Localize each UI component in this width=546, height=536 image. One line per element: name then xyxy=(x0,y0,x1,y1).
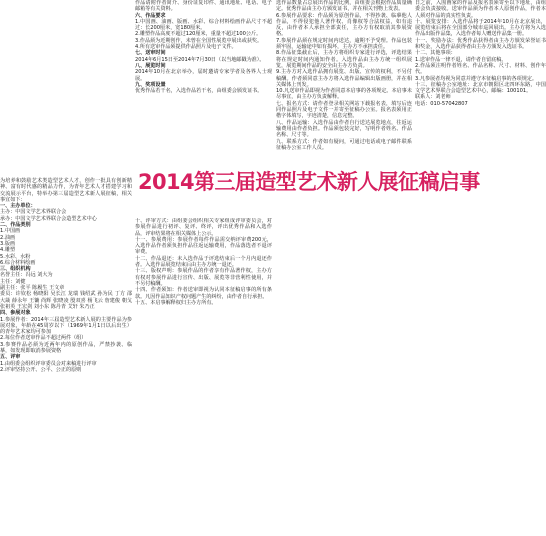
section-heading: 八、展览时间 xyxy=(135,62,166,69)
paragraph: 1.中国画、油画、版画、水彩、综合材料绘画作品尺寸不超过：长200厘米，宽180厘米。 xyxy=(135,18,272,32)
paragraph: 十、展览安排：入选作品将于2014年10月在北京展出，展览结束后将在全国部分城市巡回展出。主办方将为入选作品出版作品集，入选作者每人赠送作品集一册。 xyxy=(415,18,546,38)
section-heading: 三、组织机构 xyxy=(0,266,31,273)
paragraph: 主办：中国文学艺术界联合会 xyxy=(0,209,67,216)
paragraph: 4.所有送审作品须提供作品照片及电子文件。 xyxy=(135,44,237,51)
paragraph: 1.中国画 xyxy=(0,228,21,235)
paragraph: 1.送审作品一律不退，请作者自留底稿。 xyxy=(415,56,507,63)
paragraph: 承办：中国文学艺术界联合会造型艺术中心 xyxy=(0,215,97,222)
paragraph: 5.水彩、水粉 xyxy=(0,253,31,260)
paragraph: 7.参展作品须在规定时间内送达，逾期不予受理。作品包装须牢固，运输途中如有损坏，主办方不承担责任。 xyxy=(276,37,412,51)
section-heading: 九、奖项设置 xyxy=(135,81,166,88)
article-column-4 xyxy=(415,0,546,536)
article-column-3 xyxy=(276,0,412,536)
paragraph: 电话：010-57042807 xyxy=(415,100,468,107)
article-column-1 xyxy=(0,0,132,536)
paragraph: 名誉主任：冯远 刘大为 xyxy=(0,272,53,279)
article-column-2-top xyxy=(135,0,272,150)
paragraph: 10.凡送审作品即视为作者同意本启事的各项规定。本启事未尽事宜，由主办方负责解释。 xyxy=(276,88,412,101)
paragraph: 6.综合材料绘画 xyxy=(0,259,36,266)
paragraph: 七、报名方式：请作者登录相关网站下载报名表，填写后连同作品照片及电子文件一并寄至征稿办公室。报名表须用正楷字体填写，字迹清楚，信息完整。 xyxy=(276,100,412,120)
paragraph: 十、评审方式：由组委会组织相关专家组成评审委员会，对参展作品进行初评、复评、终评，评出优秀作品和入选作品，评审结果将在相关媒体上公示。 xyxy=(135,218,272,237)
paragraph: 十三、征稿办公室地址：北京市朝阳区北四环东路，中国文学艺术界联合会造型艺术中心，邮编：100101。 xyxy=(415,81,546,95)
paragraph: 十二、其他事项： xyxy=(415,50,456,57)
paragraph: 副主任：张平 陈履生 王文章 xyxy=(0,285,65,292)
paragraph: 十二、作品退还：未入选作品于评选结束后一个月内退还作者。入选作品展览结束后由主办方统一退还。 xyxy=(135,255,272,269)
paragraph: 2.油画 xyxy=(0,234,16,241)
paragraph: 3.参赛作品必须为近两年内的原创作品，严禁抄袭、临摹，如发现即取消参展资格 xyxy=(0,341,132,355)
article-column-2 xyxy=(135,218,272,536)
paragraph: 为培养和鼓励艺术类造型艺术人才，创作一批具有创新精神、富有时代感的精品力作，为青年艺术人才搭建学习和交流展示平台，特举办第三届造型艺术新人展征稿，相关事宜如下： xyxy=(0,178,132,203)
paragraph: 十一、奖励办法：优秀作品获得者由主办方颁发荣誉证书和奖金，入选作品获得者由主办方颁发入选证书。 xyxy=(415,37,546,51)
paragraph: 选作品数量占总展出作品的比例，由组委会根据作品质量确定。优秀作品由主办方颁发证书，并在相关刊物上发表。 xyxy=(276,0,412,13)
section-heading: 六、作品要求 xyxy=(135,12,166,19)
section-heading: 二、作品类别 xyxy=(0,222,31,229)
paragraph: 九、联系方式：作者如有疑问，可通过电话或电子邮件联系征稿办公室工作人员。 xyxy=(276,138,412,151)
paragraph: 日之前，入围画家的作品及报名表须寄至以下地址，由组委会负责接收。送审作品须为作者本人原创作品，作者本人须对作品的真实性负责。 xyxy=(415,0,546,19)
paragraph: 2.评审坚持公开、公平、公正的原则 xyxy=(0,366,82,373)
paragraph: 2.每位作者送审作品不超过两件（组） xyxy=(0,335,87,342)
section-heading: 一、主办单位： xyxy=(0,203,36,210)
paragraph: 作品请附作者简介、身份证复印件、通讯地址、电话、电子邮箱等有关资料。 xyxy=(135,0,272,13)
paragraph: 8.作品征集截止后，主办方将组织专家进行评选，评选结果将在规定时间内通知作者。入选作品由主办方统一组织展览，展览期间作品的安全由主办方负责。 xyxy=(276,50,412,69)
paragraph: 主任：刘健 xyxy=(0,278,26,285)
section-heading: 四、参展对象 xyxy=(0,310,31,317)
paragraph: 1.参展作者：2014年三届造型艺术新人展的主要作品为参展对象，年龄在45周岁以下（1969年1月1日以后出生）的青年艺术家均可参加 xyxy=(0,316,132,336)
section-heading: 五、评审 xyxy=(0,354,21,361)
paragraph: 八、作品运输：入选作品由作者自行送达展览地点，往返运输费用由作者负担。作品须包装完好，写明作者姓名、作品名称、尺寸等。 xyxy=(276,119,412,139)
paragraph: 2.作品须注明作者姓名、作品名称、尺寸、材料、创作年代。 xyxy=(415,62,546,76)
paragraph: 9.主办方对入选作品拥有展览、出版、宣传的权利，不另付稿酬。作者须同意主办方将入选作品编辑出版画册，并在相关媒体上刊发。 xyxy=(276,69,412,88)
paragraph: 6.参展作品要求：作品须为原创作品，不得抄袭、临摹他人作品，不得侵犯他人著作权、肖像权等合法权益，如有违反，由作者本人承担全部责任，主办方有权取消其参展资格。 xyxy=(276,12,412,38)
paragraph: 2014年10月在北京举办，届时邀请专家学者及各界人士观展。 xyxy=(135,69,272,82)
paragraph: 1.由组委会组织评审委员会对来稿进行评审 xyxy=(0,360,97,367)
paragraph: 十一、参展费用：参展作者每件作品需交纳评审费200元，入选作品作者须负担作品往返运输费用，作品落选者不退评审费。 xyxy=(135,236,272,256)
headline: 2014第三届造型艺术新人展征稿启事 xyxy=(138,170,480,194)
paragraph: 3.凡参展者均视为同意并遵守本征稿启事的各项规定。 xyxy=(415,75,538,82)
paragraph: 2014年6月15日至2014年7月30日（以当地邮戳为准）。 xyxy=(135,56,265,63)
paragraph: 十三、版权声明：参展作品的作者享有作品著作权，主办方有权对参展作品进行宣传、出版、展览等非营利性使用，并不另付稿酬。 xyxy=(135,268,272,287)
paragraph: 十四、作者须知：作者送审即视为认同本征稿启事的所有条款。凡因作品知识产权问题产生的纠纷，由作者自行承担。 xyxy=(135,287,272,300)
paragraph: 4.雕塑 xyxy=(0,247,16,254)
paragraph: 十五、本启事解释权归主办方所有。 xyxy=(135,299,217,306)
paragraph: 2.雕塑作品高度不超过120厘米，重量不超过100公斤。 xyxy=(135,31,262,38)
paragraph: 优秀作品若干名，入选作品若干名，由组委会颁发证书。 xyxy=(135,88,263,95)
paragraph: 联系人：刘老师 xyxy=(415,94,451,101)
paragraph: 3.版画 xyxy=(0,240,16,247)
section-heading: 七、送审时间 xyxy=(135,50,166,57)
paragraph: 3.作品须为近期创作，未曾在全国性展览中展出或获奖。 xyxy=(135,37,263,44)
paragraph: 委员：许钦松 杨晓阳 吴长江 龙瑞 钱绍武 孙为民 丁方 邵大箴 薛永年 王镛 尚辉 张晓凌 殷双喜 杨飞云 詹建俊 朝戈 张祖英 王宏剑 刘小东 陈丹青 艾轩 朱乃正 xyxy=(0,291,132,310)
